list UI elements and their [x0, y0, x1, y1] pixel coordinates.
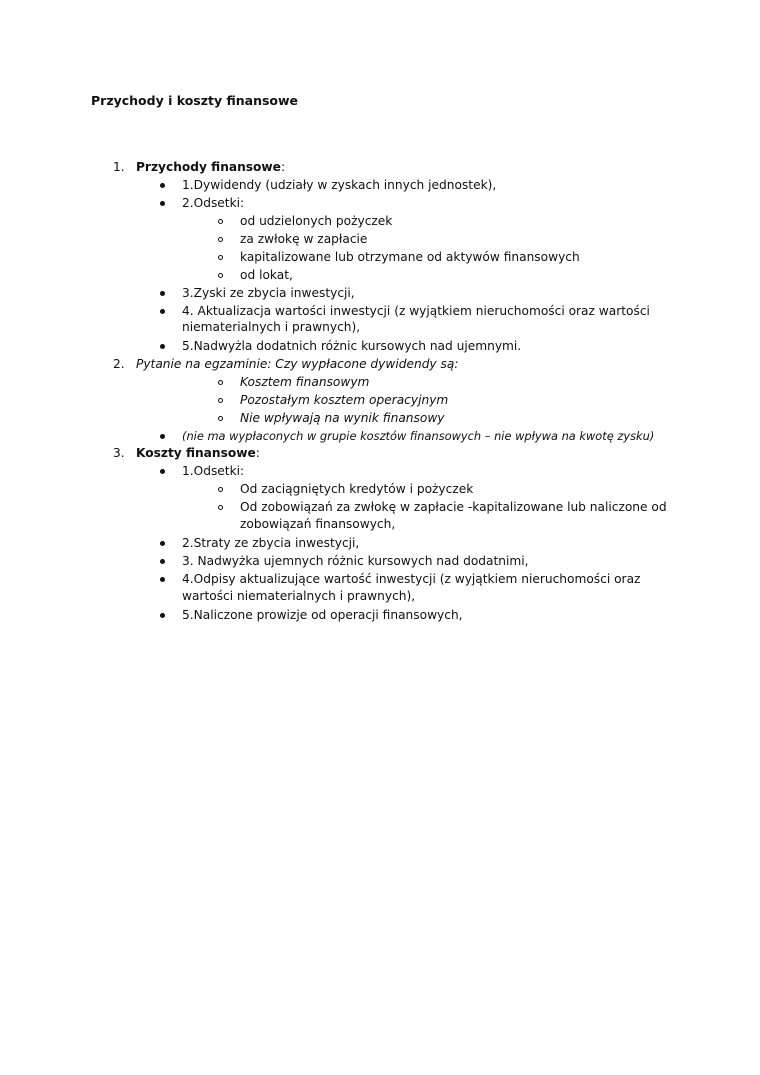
s1-sub-4: od lokat,: [240, 268, 293, 282]
s1-item-3: 3.Zyski ze zbycia inwestycji,: [182, 286, 355, 300]
s3-sub-2-line-2: zobowiązań finansowych,: [240, 517, 396, 531]
s3-item-4-line-2: wartości niematerialnych i prawnych),: [182, 589, 416, 603]
bullet-icon: [160, 344, 165, 349]
section-2-number: 2.: [113, 357, 125, 371]
bullet-icon: [160, 577, 165, 582]
s1-item-4-line-2: niematerialnych i prawnych),: [182, 320, 361, 334]
bullet-icon: [160, 434, 165, 439]
s3-sub-2-line-1: Od zobowiązań za zwłokę w zapłacie -kapitalizowane lub naliczone od: [240, 500, 667, 514]
circle-bullet-icon: [218, 505, 223, 510]
s1-item-4-line-1: 4. Aktualizacja wartości inwestycji (z wyjątkiem nieruchomości oraz wartości: [182, 304, 650, 318]
section-1-heading-line: [136, 158, 285, 176]
circle-bullet-icon: [218, 380, 223, 385]
s2-option-1: Kosztem finansowym: [240, 375, 370, 389]
s3-item-3: 3. Nadwyżka ujemnych różnic kursowych nad dodatnimi,: [182, 554, 529, 568]
circle-bullet-icon: [218, 273, 223, 278]
s1-item-2: 2.Odsetki:: [182, 196, 245, 210]
bullet-icon: [160, 541, 165, 546]
bullet-icon: [160, 559, 165, 564]
s3-item-1: 1.Odsetki:: [182, 464, 245, 478]
s1-sub-3: kapitalizowane lub otrzymane od aktywów finansowych: [240, 250, 580, 264]
section-3-number: 3.: [113, 446, 125, 460]
circle-bullet-icon: [218, 416, 223, 421]
s2-option-2: Pozostałym kosztem operacyjnym: [240, 393, 449, 407]
section-3-heading: Koszty finansowe: [136, 446, 256, 460]
s1-item-1: 1.Dywidendy (udziały w zyskach innych jednostek),: [182, 178, 497, 192]
s1-sub-2: za zwłokę w zapłacie: [240, 232, 368, 246]
s3-item-2: 2.Straty ze zbycia inwestycji,: [182, 536, 360, 550]
bullet-icon: [160, 613, 165, 618]
circle-bullet-icon: [218, 398, 223, 403]
bullet-icon: [160, 291, 165, 296]
s3-item-5: 5.Naliczone prowizje od operacji finansowych,: [182, 608, 463, 622]
circle-bullet-icon: [218, 487, 223, 492]
section-1-heading-suffix: :: [280, 160, 286, 174]
page-title: Przychody i koszty finansowe: [91, 93, 299, 108]
bullet-icon: [160, 469, 165, 474]
circle-bullet-icon: [218, 255, 223, 260]
section-3-heading-line: [136, 444, 260, 462]
s2-option-3: Nie wpływają na wynik finansowy: [240, 411, 445, 425]
bullet-icon: [160, 183, 165, 188]
s1-item-5: 5.Nadwyżla dodatnich różnic kursowych nad ujemnymi.: [182, 339, 522, 353]
s1-sub-1: od udzielonych pożyczek: [240, 214, 393, 228]
bullet-icon: [160, 201, 165, 206]
s3-item-4-line-1: 4.Odpisy aktualizujące wartość inwestycji (z wyjątkiem nieruchomości oraz: [182, 572, 641, 586]
s3-sub-1: Od zaciągniętych kredytów i pożyczek: [240, 482, 474, 496]
bullet-icon: [160, 309, 165, 314]
section-3-heading-suffix: :: [255, 446, 260, 460]
section-1-heading: Przychody finansowe: [136, 160, 281, 174]
s2-note: (nie ma wypłaconych w grupie kosztów finansowych – nie wpływa na kwotę zysku): [182, 429, 655, 443]
section-2-question: Pytanie na egzaminie: Czy wypłacone dywidendy są:: [136, 357, 459, 371]
section-1-number: 1.: [113, 160, 125, 174]
circle-bullet-icon: [218, 237, 223, 242]
circle-bullet-icon: [218, 219, 223, 224]
